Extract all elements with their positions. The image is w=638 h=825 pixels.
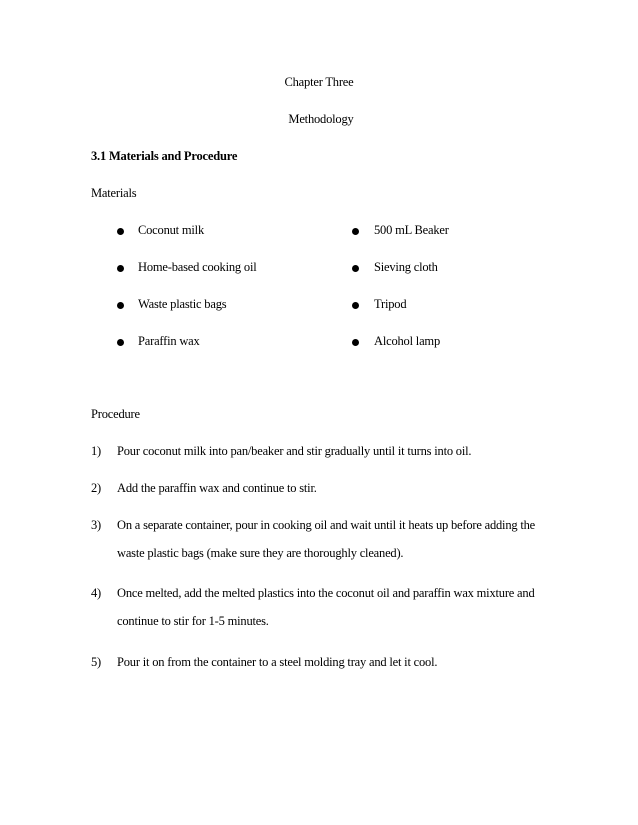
bullet-icon <box>352 302 359 309</box>
list-item-label: Alcohol lamp <box>374 334 440 348</box>
step-text: Pour coconut milk into pan/beaker and stir gradually until it turns into oil. <box>117 444 472 458</box>
list-item-label: Paraffin wax <box>138 334 200 348</box>
step-number: 1) <box>91 444 102 458</box>
step-number: 5) <box>91 655 102 669</box>
list-item-label: Tripod <box>374 297 407 311</box>
procedure-heading: Procedure <box>91 407 140 421</box>
materials-heading: Materials <box>91 186 137 200</box>
step-text: Once melted, add the melted plastics into the coconut oil and paraffin wax mixture and <box>117 586 535 600</box>
step-text-continued: waste plastic bags (make sure they are thoroughly cleaned). <box>117 546 404 560</box>
step-number: 3) <box>91 518 102 532</box>
list-item-label: Home-based cooking oil <box>138 260 257 274</box>
step-number: 2) <box>91 481 102 495</box>
list-item-label: 500 mL Beaker <box>374 223 449 237</box>
list-item-label: Waste plastic bags <box>138 297 227 311</box>
step-text: On a separate container, pour in cooking oil and wait until it heats up before adding the <box>117 518 536 532</box>
bullet-icon <box>352 265 359 272</box>
bullet-icon <box>352 228 359 235</box>
section-heading: 3.1 Materials and Procedure <box>91 149 238 163</box>
step-text: Add the paraffin wax and continue to stir. <box>117 481 317 495</box>
list-item-label: Sieving cloth <box>374 260 438 274</box>
document-subtitle: Methodology <box>288 112 354 126</box>
step-text: Pour it on from the container to a steel molding tray and let it cool. <box>117 655 438 669</box>
step-text-continued: continue to stir for 1-5 minutes. <box>117 614 269 628</box>
list-item-label: Coconut milk <box>138 223 205 237</box>
bullet-icon <box>352 339 359 346</box>
bullet-icon <box>117 265 124 272</box>
chapter-title: Chapter Three <box>284 75 354 89</box>
bullet-icon <box>117 339 124 346</box>
bullet-icon <box>117 302 124 309</box>
step-number: 4) <box>91 586 102 600</box>
bullet-icon <box>117 228 124 235</box>
